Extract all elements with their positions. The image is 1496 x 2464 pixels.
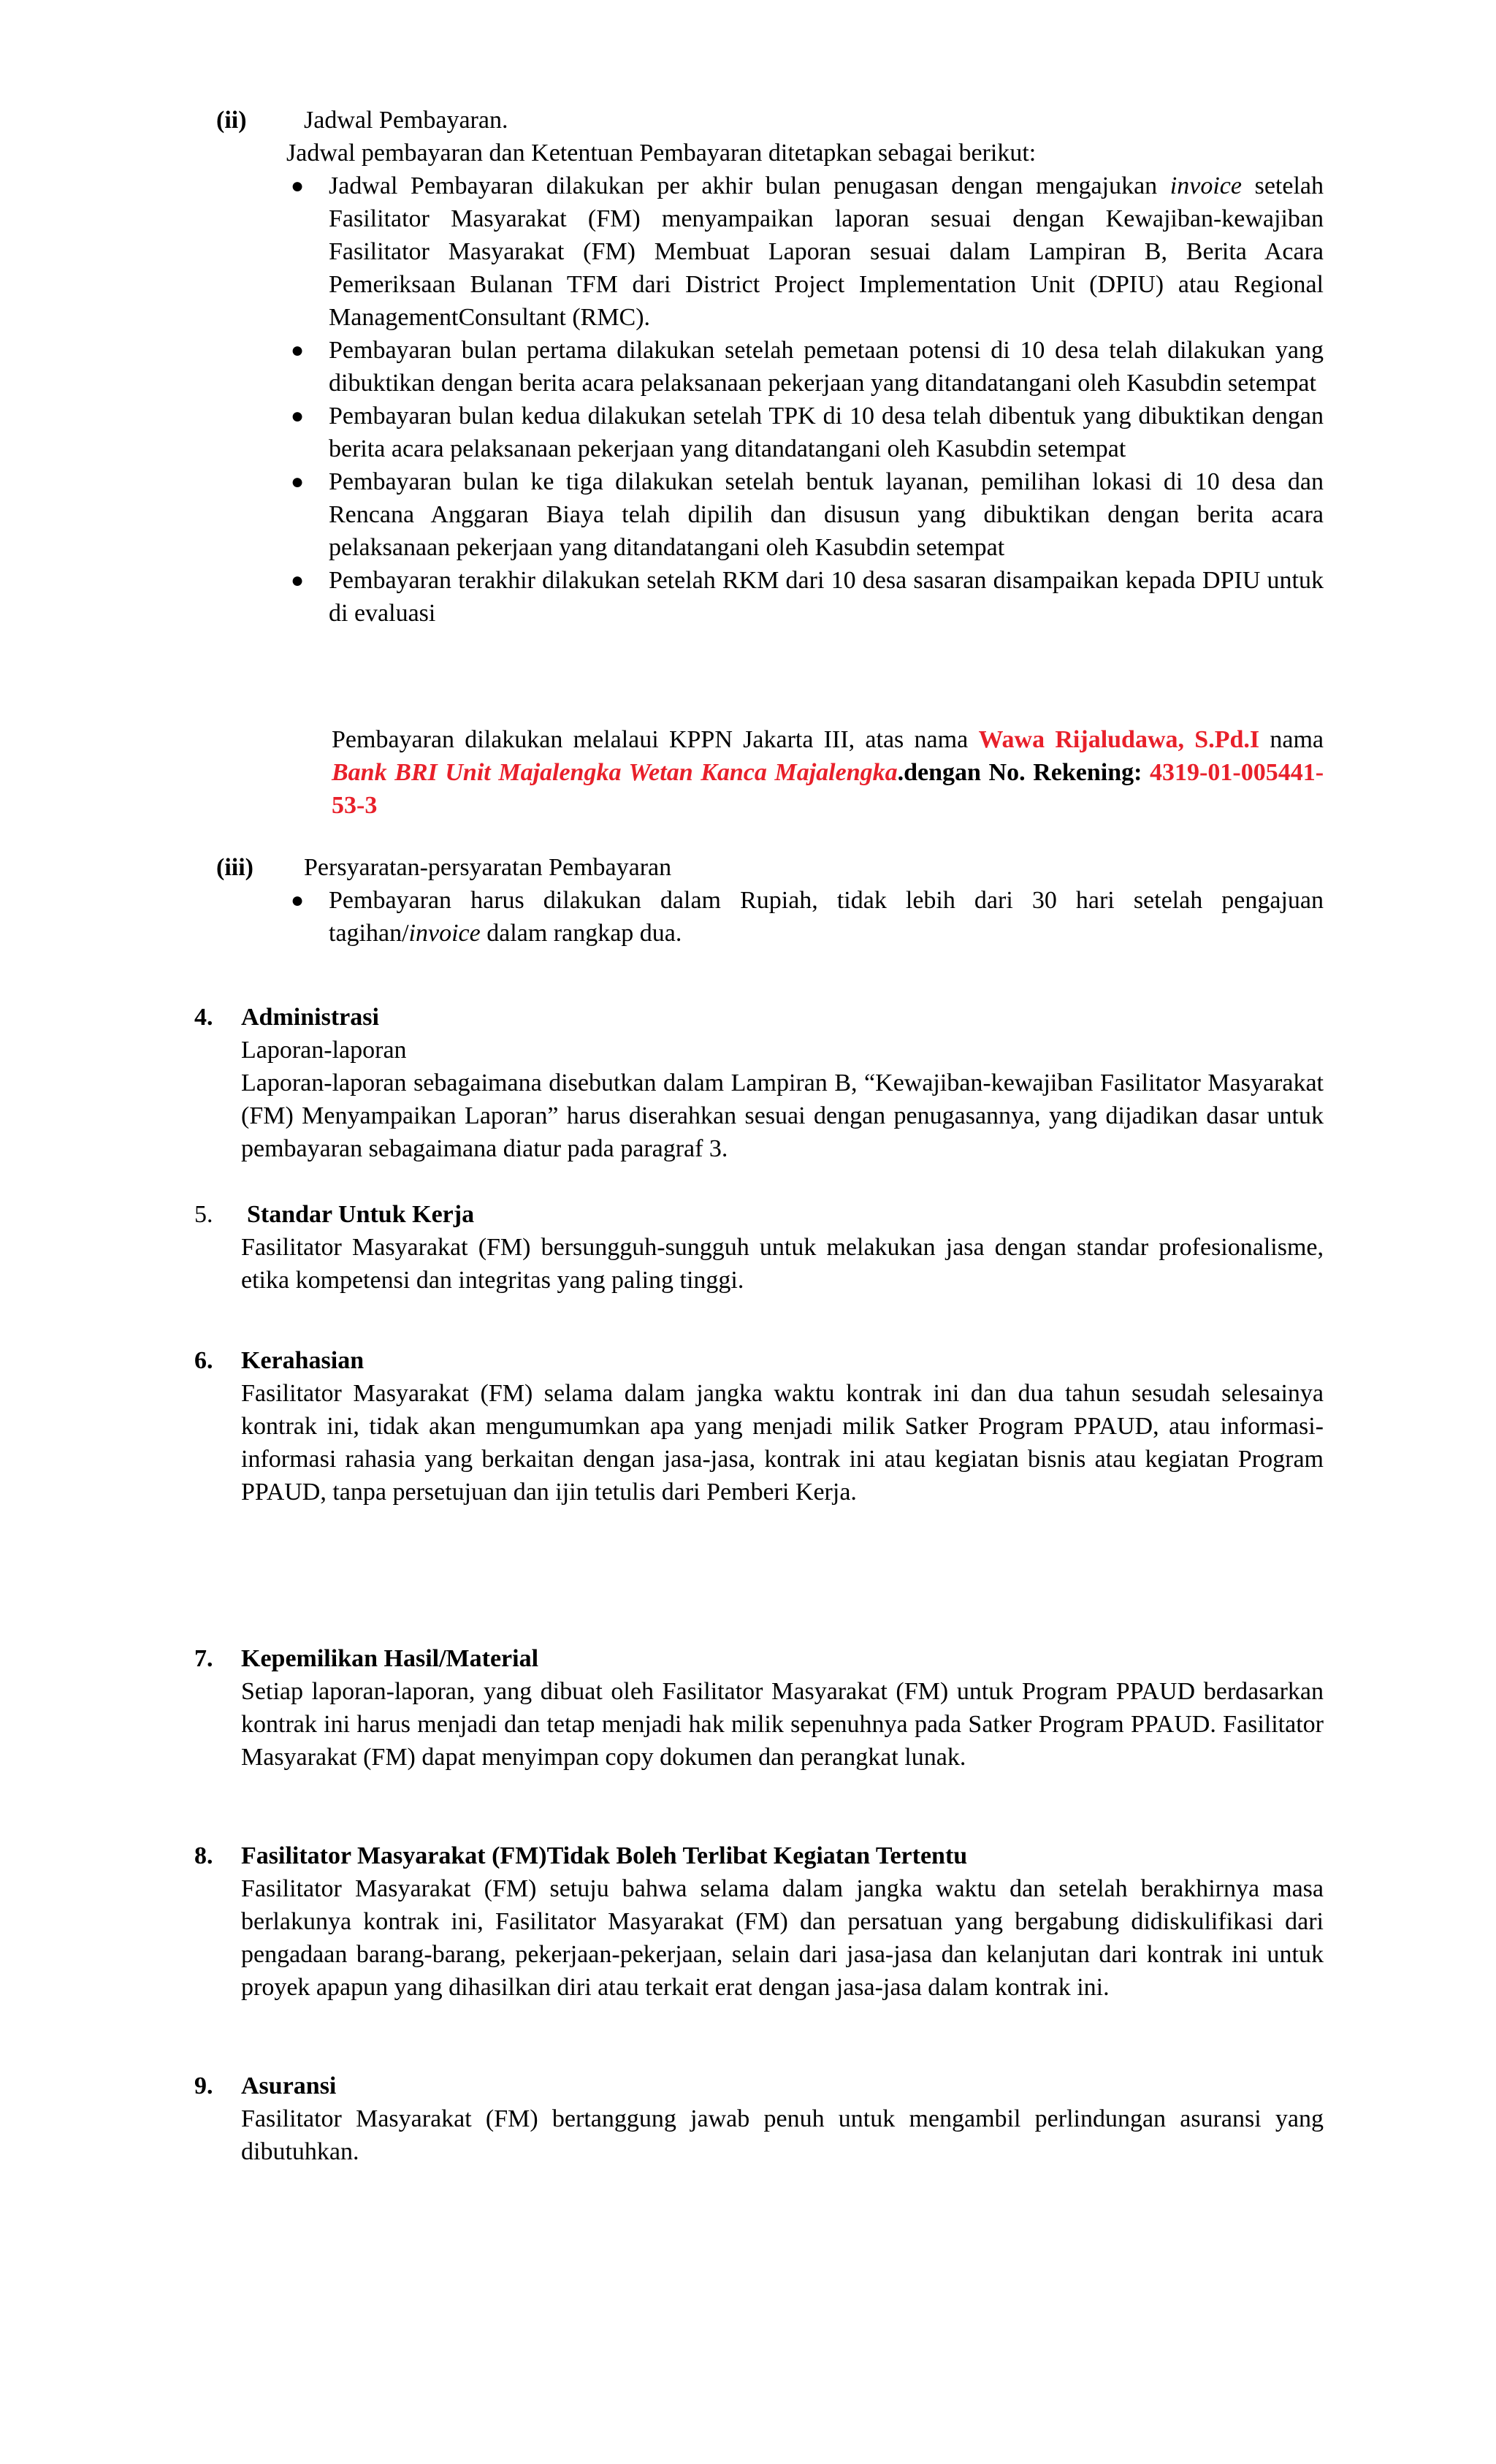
section-5-number: 5. xyxy=(194,1201,213,1228)
bullet-icon: ● xyxy=(291,404,305,428)
section-ii-heading xyxy=(216,104,1327,137)
section-8-body xyxy=(241,1872,1324,2004)
list-item: ● Pembayaran terakhir dilakukan setelah RKM dari 10 desa sasaran disampaikan kepada DPIU untuk di evaluasi xyxy=(286,564,1324,630)
section-9-paragraph: Fasilitator Masyarakat (FM) bertanggung jawab penuh untuk mengambil perlindungan asuransi yang dibutuhkan. xyxy=(241,2105,1324,2165)
list-item: ● Jadwal Pembayaran dilakukan per akhir bulan penugasan dengan mengajukan invoice setelah Fasilitator Masyarakat (FM) menyampaikan laporan sesuai dengan Kewajiban-kewajiban Fasilitator Masyarakat (FM) Membuat Laporan sesuai dalam Lampiran B, Berita Acara Pemeriksaan Bulanan TFM dari District Project Implementation Unit (DPIU) atau Regional ManagementConsultant (RMC). xyxy=(286,169,1324,334)
section-9-title: Asuransi xyxy=(241,2072,337,2099)
section-ii-bullet-list xyxy=(286,169,1324,630)
section-7-title: Kepemilikan Hasil/Material xyxy=(241,1645,539,1672)
list-item: ● Pembayaran bulan ke tiga dilakukan setelah bentuk layanan, pemilihan lokasi di 10 desa dan Rencana Anggaran Biaya telah dipilih dan disusun yang dibuktikan dengan berita acara pelaksanaan pekerjaan yang ditandatangani oleh Kasubdin setempat xyxy=(286,465,1324,564)
list-item: ● Pembayaran bulan pertama dilakukan setelah pemetaan potensi di 10 desa telah dilakukan yang dibuktikan dengan berita acara pelaksanaan pekerjaan yang ditandatangani oleh Kasubdin setempat xyxy=(286,334,1324,400)
bullet-icon: ● xyxy=(291,174,305,198)
section-4-paragraph: Laporan-laporan sebagaimana disebutkan dalam Lampiran B, “Kewajiban-kewajiban Fasilitator Masyarakat (FM) Menyampaikan Laporan” harus diserahkan sesuai dengan penugasannya, yang dijadikan dasar untuk pembayaran sebagaimana diatur pada paragraf 3. xyxy=(241,1069,1324,1162)
list-item: ● Pembayaran harus dilakukan dalam Rupiah, tidak lebih dari 30 hari setelah pengajuan tagihan/invoice dalam rangkap dua. xyxy=(286,884,1324,950)
section-ii-number: (ii) xyxy=(216,107,247,134)
payment-info-paragraph: Pembayaran dilakukan melalaui KPPN Jakarta III, atas nama Wawa Rijaludawa, S.Pd.I nama Bank BRI Unit Majalengka Wetan Kanca Majalengka.dengan No. Rekening: 4319-01-005441-53-3 xyxy=(332,726,1324,819)
section-9-heading xyxy=(194,2070,1327,2102)
account-holder-name: Wawa Rijaludawa, S.Pd.I xyxy=(978,726,1260,753)
section-4-number: 4. xyxy=(194,1004,213,1031)
section-5-title: Standar Untuk Kerja xyxy=(247,1201,475,1228)
section-8-title: Fasilitator Masyarakat (FM)Tidak Boleh Terlibat Kegiatan Tertentu xyxy=(241,1842,968,1869)
section-6-body xyxy=(241,1377,1324,1508)
section-5-heading xyxy=(194,1198,1327,1231)
section-7-number: 7. xyxy=(194,1645,213,1672)
section-iii-heading xyxy=(216,851,1327,884)
account-number: 4319-01-005441-53-3 xyxy=(332,759,1324,819)
section-4-title: Administrasi xyxy=(241,1004,379,1031)
section-5-body xyxy=(241,1231,1324,1297)
section-iii-number: (iii) xyxy=(216,854,253,881)
section-ii-title: Jadwal Pembayaran. xyxy=(304,107,508,134)
bullet-icon: ● xyxy=(291,470,305,494)
section-6-number: 6. xyxy=(194,1347,213,1374)
section-iii-title: Persyaratan-persyaratan Pembayaran xyxy=(304,854,672,881)
section-9-number: 9. xyxy=(194,2072,213,2099)
section-8-heading xyxy=(194,1839,1327,1872)
section-8-paragraph: Fasilitator Masyarakat (FM) setuju bahwa selama dalam jangka waktu dan setelah berakhirnya masa berlakunya kontrak ini, Fasilitator Masyarakat (FM) dan persatuan yang bergabung didiskulifikasi dari pengadaan barang-barang, pekerjaan-pekerjaan, selain dari jasa-jasa dan kelanjutan dari kontrak ini untuk proyek apapun yang dihasilkan diri atau terkait erat dengan jasa-jasa dalam kontrak ini. xyxy=(241,1875,1324,2001)
section-6-title: Kerahasian xyxy=(241,1347,365,1374)
bullet-icon: ● xyxy=(291,568,305,592)
section-9-body xyxy=(241,2102,1324,2168)
section-4-heading xyxy=(194,1001,1327,1034)
section-iii-bullet-list xyxy=(286,884,1324,950)
section-4-line1: Laporan-laporan xyxy=(241,1037,407,1064)
section-8-number: 8. xyxy=(194,1842,213,1869)
section-6-paragraph: Fasilitator Masyarakat (FM) selama dalam jangka waktu kontrak ini dan dua tahun sesudah selesainya kontrak ini, tidak akan mengumumkan apa yang menjadi milik Satker Program PPAUD, atau informasi-informasi rahasia yang berkaitan dengan jasa-jasa, kontrak ini atau kegiatan bisnis atau kegiatan Program PPAUD, tanpa persetujuan dan ijin tetulis dari Pemberi Kerja. xyxy=(241,1380,1324,1506)
section-7-heading xyxy=(194,1642,1327,1675)
section-4-body xyxy=(241,1034,1324,1165)
section-6-heading xyxy=(194,1344,1327,1377)
section-5-paragraph: Fasilitator Masyarakat (FM) bersungguh-sungguh untuk melakukan jasa dengan standar profesionalisme, etika kompetensi dan integritas yang paling tinggi. xyxy=(241,1234,1324,1294)
section-ii-intro: Jadwal pembayaran dan Ketentuan Pembayaran ditetapkan sebagai berikut: xyxy=(286,140,1037,167)
bullet-icon: ● xyxy=(291,338,305,362)
section-7-body xyxy=(241,1675,1324,1774)
bullet-icon: ● xyxy=(291,888,305,912)
section-7-paragraph: Setiap laporan-laporan, yang dibuat oleh Fasilitator Masyarakat (FM) untuk Program PPAUD berdasarkan kontrak ini harus menjadi dan tetap menjadi hak milik sepenuhnya pada Satker Program PPAUD. Fasilitator Masyarakat (FM) dapat menyimpan copy dokumen dan perangkat lunak. xyxy=(241,1678,1324,1771)
list-item: ● Pembayaran bulan kedua dilakukan setelah TPK di 10 desa telah dibentuk yang dibuktikan dengan berita acara pelaksanaan pekerjaan yang ditandatangani oleh Kasubdin setempat xyxy=(286,400,1324,465)
bank-name: Bank BRI Unit Majalengka Wetan Kanca Majalengka xyxy=(332,759,898,786)
